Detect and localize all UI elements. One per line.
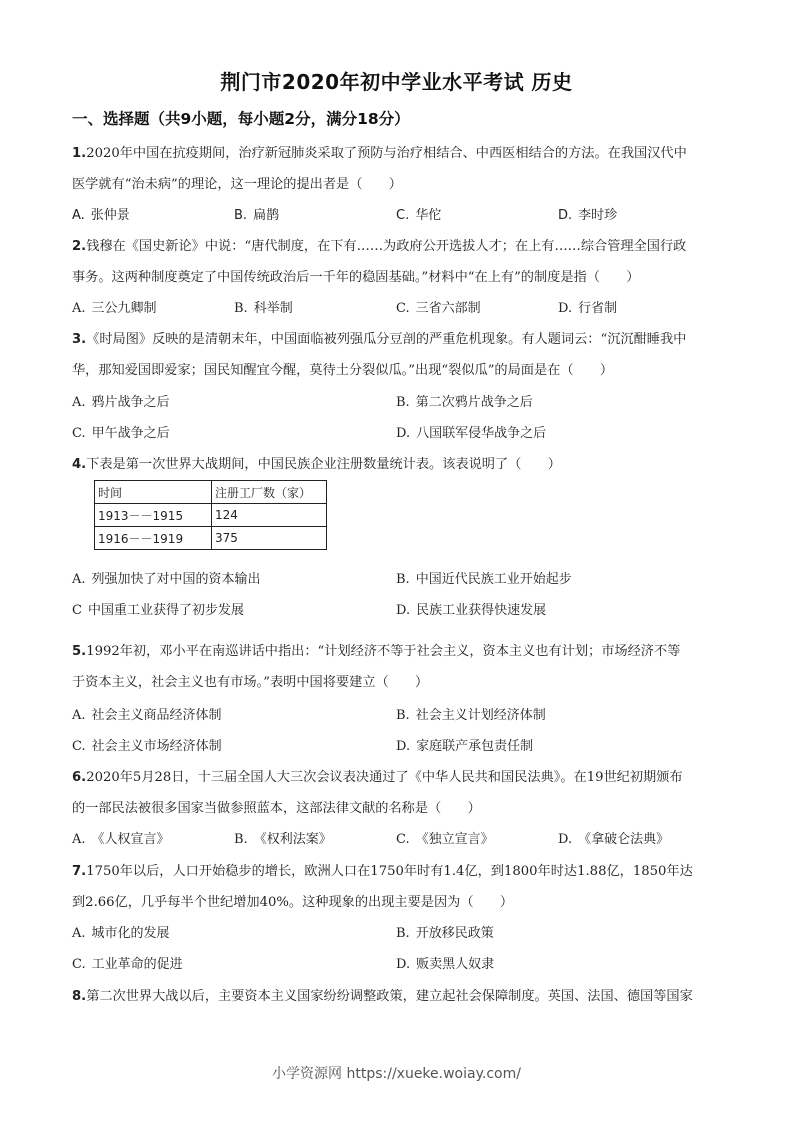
option-text: 甲午战争之后: [91, 426, 170, 441]
table-cell: 124: [212, 504, 327, 527]
q6-option-d: [558, 828, 669, 847]
question-1-line-1: [72, 142, 732, 161]
q6-option-b: [234, 828, 332, 847]
option-letter: C.: [72, 739, 86, 754]
option-letter: A.: [72, 832, 86, 847]
table-header: 注册工厂数（家）: [212, 481, 327, 504]
q4-option-d: [396, 599, 546, 618]
option-text: 《拿破仑法典》: [578, 832, 670, 847]
q2-option-a: [72, 297, 157, 316]
q7-option-c: [72, 953, 183, 972]
q3-option-c: [72, 422, 170, 441]
q2-option-d: [558, 297, 617, 316]
question-text: 1750年以后，人口开始稳步的增长，欧洲人口在1750年时有1.4亿，到1800年时达1.88亿，1850年达: [86, 864, 693, 879]
q7-option-b: [396, 922, 494, 941]
option-letter: C.: [396, 301, 410, 316]
option-letter: B.: [234, 832, 248, 847]
q6-option-c: [396, 828, 494, 847]
option-letter: D.: [558, 832, 573, 847]
question-8-line-1: [72, 985, 732, 1004]
option-letter: D.: [558, 208, 573, 223]
q4-option-c: [72, 599, 244, 618]
option-text: 扁鹊: [253, 208, 280, 223]
question-number: 6.: [72, 770, 87, 785]
question-number: 5.: [72, 644, 87, 659]
table-cell: 1913－－1915: [95, 504, 212, 527]
table-cell: 1916－－1919: [95, 527, 212, 550]
option-letter: D.: [558, 301, 573, 316]
option-text: 中国重工业获得了初步发展: [87, 603, 244, 618]
question-number: 8.: [72, 989, 87, 1004]
q1-option-c: [396, 204, 441, 223]
option-text: 行省制: [578, 301, 618, 316]
option-text: 三省六部制: [415, 301, 481, 316]
option-letter: B.: [396, 926, 410, 941]
question-text: 《时局图》反映的是清朝末年，中国面临被列强瓜分豆剖的严重危机现象。有人题词云：“沉沉酣睡我中: [86, 332, 687, 347]
option-text: 工业革命的促进: [91, 957, 183, 972]
question-number: 2.: [72, 239, 87, 254]
option-text: 华佗: [415, 208, 442, 223]
option-letter: D.: [396, 739, 411, 754]
q3-option-a: [72, 391, 170, 410]
option-text: 社会主义市场经济体制: [91, 739, 222, 754]
option-letter: C.: [72, 957, 86, 972]
option-letter: C.: [72, 426, 86, 441]
q6-option-a: [72, 828, 170, 847]
q1-option-a: [72, 204, 130, 223]
option-letter: C: [72, 603, 82, 618]
q4-option-b: [396, 568, 572, 587]
option-text: 列强加快了对中国的资本输出: [91, 572, 261, 587]
option-letter: C.: [396, 832, 410, 847]
q2-option-c: [396, 297, 481, 316]
option-text: 八国联军侵华战争之后: [416, 426, 547, 441]
option-letter: B.: [234, 301, 248, 316]
option-letter: A.: [72, 926, 86, 941]
option-letter: D.: [396, 957, 411, 972]
option-text: 开放移民政策: [415, 926, 494, 941]
option-letter: A.: [72, 208, 85, 223]
question-3-line-1: [72, 328, 732, 347]
question-7-line-2: 到2.66亿，几乎每半个世纪增加40%。这种现象的出现主要是因为（ ）: [72, 895, 514, 910]
option-text: 第二次鸦片战争之后: [415, 395, 533, 410]
footer-watermark: 小学资源网 https://xueke.woiay.com/: [272, 1066, 521, 1082]
question-text: 下表是第一次世界大战期间，中国民族企业注册数量统计表。该表说明了（ ）: [86, 457, 561, 472]
question-6-line-1: [72, 766, 732, 785]
q3-option-b: [396, 391, 533, 410]
q4-option-a: [72, 568, 261, 587]
registration-stats-table: [94, 480, 327, 550]
option-text: 鸦片战争之后: [91, 395, 170, 410]
q7-option-d: [396, 953, 494, 972]
question-3-line-2: 华，那知爱国即爱家；国民知醒宜今醒，莫待土分裂似瓜。”出现“裂似瓜”的局面是在（ ）: [72, 363, 614, 378]
question-text: 1992年初，邓小平在南巡讲话中指出：“计划经济不等于社会主义，资本主义也有计划；市场经济不等: [86, 644, 681, 659]
question-number: 3.: [72, 332, 87, 347]
question-2-line-1: [72, 235, 732, 254]
option-letter: B.: [396, 572, 410, 587]
question-7-line-1: [72, 860, 732, 879]
question-5-line-2: 于资本主义，社会主义也有市场。”表明中国将要建立（ ）: [72, 675, 429, 690]
option-text: 社会主义商品经济体制: [91, 708, 222, 723]
option-text: 社会主义计划经济体制: [415, 708, 546, 723]
question-4-line-1: [72, 453, 732, 472]
option-text: 张仲景: [90, 208, 130, 223]
q5-option-b: [396, 704, 546, 723]
option-letter: A.: [72, 572, 86, 587]
question-5-line-1: [72, 640, 732, 659]
q1-option-b: [234, 204, 279, 223]
q2-option-b: [234, 297, 293, 316]
option-text: 民族工业获得快速发展: [416, 603, 547, 618]
option-text: 家庭联产承包责任制: [416, 739, 534, 754]
option-letter: D.: [396, 426, 411, 441]
option-letter: A.: [72, 708, 86, 723]
q1-option-d: [558, 204, 617, 223]
option-letter: B.: [396, 395, 410, 410]
option-letter: D.: [396, 603, 411, 618]
q5-option-d: [396, 735, 533, 754]
option-letter: B.: [234, 208, 248, 223]
table-row: [95, 527, 327, 550]
question-text: 2020年5月28日，十三届全国人大三次会议表决通过了《中华人民共和国民法典》。在19世纪初期颁布: [86, 770, 683, 785]
question-number: 1.: [72, 146, 87, 161]
question-number: 4.: [72, 457, 87, 472]
option-text: 中国近代民族工业开始起步: [415, 572, 572, 587]
question-6-line-2: 的一部民法被很多国家当做参照蓝本，这部法律文献的名称是（ ）: [72, 801, 481, 816]
q5-option-a: [72, 704, 222, 723]
q5-option-c: [72, 735, 222, 754]
question-text: 第二次世界大战以后，主要资本主义国家纷纷调整政策，建立起社会保障制度。英国、法国、德国等国家: [86, 989, 693, 1004]
question-text: 2020年中国在抗疫期间，治疗新冠肺炎采取了预防与治疗相结合、中西医相结合的方法。在我国汉代中: [86, 146, 687, 161]
option-letter: C.: [396, 208, 410, 223]
option-letter: A.: [72, 395, 86, 410]
table-header: 时间: [95, 481, 212, 504]
option-text: 科举制: [253, 301, 293, 316]
table-cell: 375: [212, 527, 327, 550]
q7-option-a: [72, 922, 170, 941]
option-text: 李时珍: [578, 208, 618, 223]
option-text: 贩卖黑人奴隶: [416, 957, 495, 972]
question-text: 钱穆在《国史新论》中说：“唐代制度，在下有……为政府公开选拔人才；在上有……综合管理全国行政: [86, 239, 687, 254]
option-text: 《人权宣言》: [91, 832, 170, 847]
option-letter: B.: [396, 708, 410, 723]
question-2-line-2: 事务。这两种制度奠定了中国传统政治后一千年的稳固基础。”材料中“在上有”的制度是指（ ）: [72, 270, 640, 285]
option-text: 《独立宣言》: [415, 832, 494, 847]
option-letter: A.: [72, 301, 86, 316]
section-heading: 一、选择题（共9小题，每小题2分，满分18分）: [72, 110, 410, 128]
question-number: 7.: [72, 864, 87, 879]
page-title: 荆门市2020年初中学业水平考试 历史: [220, 70, 573, 94]
question-1-line-2: 医学就有“治未病”的理论，这一理论的提出者是（ ）: [72, 177, 402, 192]
option-text: 三公九卿制: [91, 301, 157, 316]
q3-option-d: [396, 422, 546, 441]
table-header-row: [95, 481, 327, 504]
table-row: [95, 504, 327, 527]
option-text: 城市化的发展: [91, 926, 170, 941]
option-text: 《权利法案》: [253, 832, 332, 847]
